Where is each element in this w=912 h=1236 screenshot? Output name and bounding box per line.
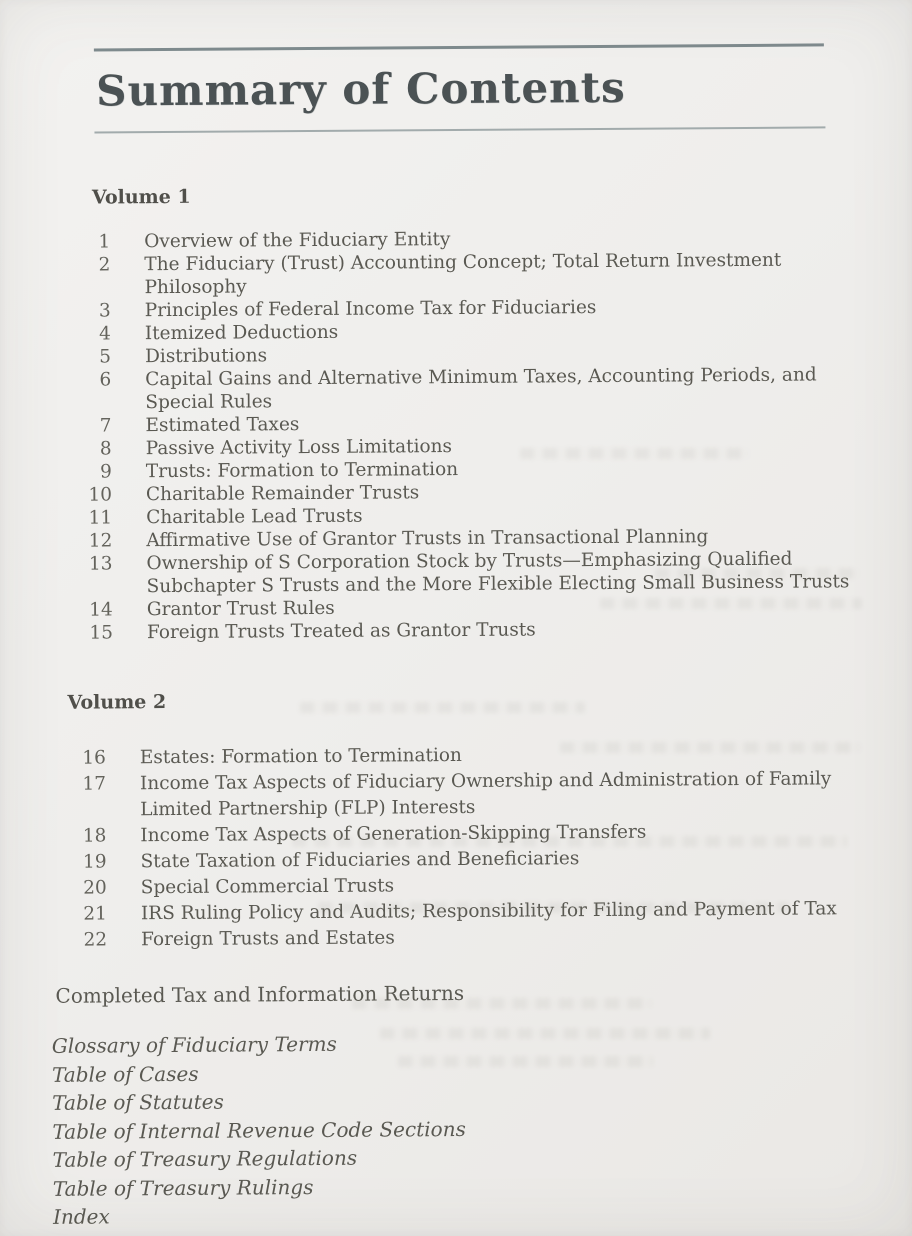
chapter-title: Ownership of S Corporation Stock by Trusts—Emphasizing Qualified Subchapter S Trusts and the More Flexible Electing Small Business Trusts: [146, 548, 850, 598]
chapter-title: Capital Gains and Alternative Minimum Taxes, Accounting Periods, and Special Rules: [145, 364, 817, 414]
chapter-title: Charitable Lead Trusts: [146, 505, 363, 529]
chapter-title: Overview of the Fiduciary Entity: [144, 229, 451, 253]
chapter-title: Trusts: Formation to Termination: [145, 458, 459, 483]
chapter-number: 21: [83, 903, 107, 925]
chapter-title: Income Tax Aspects of Fiduciary Ownership and Administration of Family Limited Partnership (FLP) Interests: [139, 768, 832, 821]
chapter-row: [64, 547, 912, 599]
chapter-row: [65, 616, 912, 645]
completed-returns-line: Completed Tax and Information Returns: [55, 980, 465, 1008]
chapter-title: Itemized Deductions: [144, 321, 339, 345]
chapter-number: 2: [98, 254, 111, 276]
chapter-number: 10: [88, 484, 113, 506]
volume-2-heading: Volume 2: [67, 691, 167, 714]
chapter-title: Special Commercial Trusts: [140, 875, 395, 899]
title-underline-rule: [94, 126, 825, 133]
volume-2-chapter-list: [58, 740, 912, 954]
back-matter-item: Table of Cases: [51, 1061, 199, 1087]
chapter-title: Income Tax Aspects of Generation-Skipping Transfers: [140, 821, 647, 847]
chapter-number: 12: [88, 530, 113, 552]
chapter-title: Foreign Trusts Treated as Grantor Trusts: [146, 619, 536, 644]
back-matter-item: Table of Treasury Regulations: [52, 1145, 358, 1172]
chapter-number: 3: [98, 300, 111, 322]
chapter-number: 17: [82, 773, 107, 795]
chapter-row: [59, 922, 912, 954]
chapter-number: 6: [99, 369, 112, 391]
back-matter-item: Glossary of Fiduciary Terms: [51, 1031, 337, 1058]
chapter-row: [62, 248, 910, 300]
chapter-number: 4: [99, 323, 111, 345]
chapter-title: Affirmative Use of Grantor Trusts in Transactional Planning: [146, 526, 709, 552]
back-matter-item: Index: [52, 1204, 110, 1229]
volume-1-section: [0, 180, 912, 645]
back-matter-item: Table of Treasury Rulings: [52, 1174, 314, 1201]
page-title: Summary of Contents: [96, 62, 626, 116]
chapter-number: 18: [82, 825, 107, 847]
chapter-number: 14: [89, 599, 113, 621]
chapter-title: Estates: Formation to Termination: [139, 744, 462, 769]
chapter-title: The Fiduciary (Trust) Accounting Concept; Total Return Investment Philosophy: [144, 249, 782, 299]
chapter-title: Distributions: [144, 345, 268, 368]
volume-2-section: [1, 685, 912, 954]
chapter-number: 16: [82, 747, 106, 769]
chapter-number: 8: [99, 438, 112, 460]
chapter-number: 9: [99, 461, 112, 483]
chapter-number: 15: [89, 622, 114, 644]
top-rule: [94, 43, 824, 51]
chapter-title: Charitable Remainder Trusts: [145, 482, 420, 506]
chapter-number: 13: [88, 553, 113, 575]
chapter-row: [58, 766, 912, 824]
chapter-number: 1: [98, 231, 111, 253]
chapter-number: 7: [99, 415, 112, 437]
chapter-title: Grantor Trust Rules: [146, 597, 335, 621]
chapter-title: Estimated Taxes: [145, 414, 300, 437]
chapter-row: [63, 363, 911, 415]
chapter-title: Passive Activity Loss Limitations: [145, 436, 453, 460]
back-matter-item: Table of Internal Revenue Code Sections: [52, 1116, 466, 1144]
chapter-number: 20: [83, 877, 107, 899]
volume-1-chapter-list: [62, 225, 912, 645]
back-matter-item: Table of Statutes: [52, 1089, 224, 1115]
back-matter-list: [52, 1026, 912, 1232]
volume-1-heading: Volume 1: [91, 185, 191, 209]
chapter-title: State Taxation of Fiduciaries and Beneficiaries: [140, 848, 580, 873]
chapter-number: 11: [88, 507, 113, 529]
chapter-title: Principles of Federal Income Tax for Fiduciaries: [144, 297, 597, 322]
chapter-number: 19: [82, 851, 107, 873]
chapter-title: Foreign Trusts and Estates: [141, 927, 395, 951]
chapter-number: 5: [99, 346, 112, 368]
chapter-title: IRS Ruling Policy and Audits; Responsibility for Filing and Payment of Tax: [140, 898, 837, 925]
chapter-number: 22: [83, 929, 108, 951]
